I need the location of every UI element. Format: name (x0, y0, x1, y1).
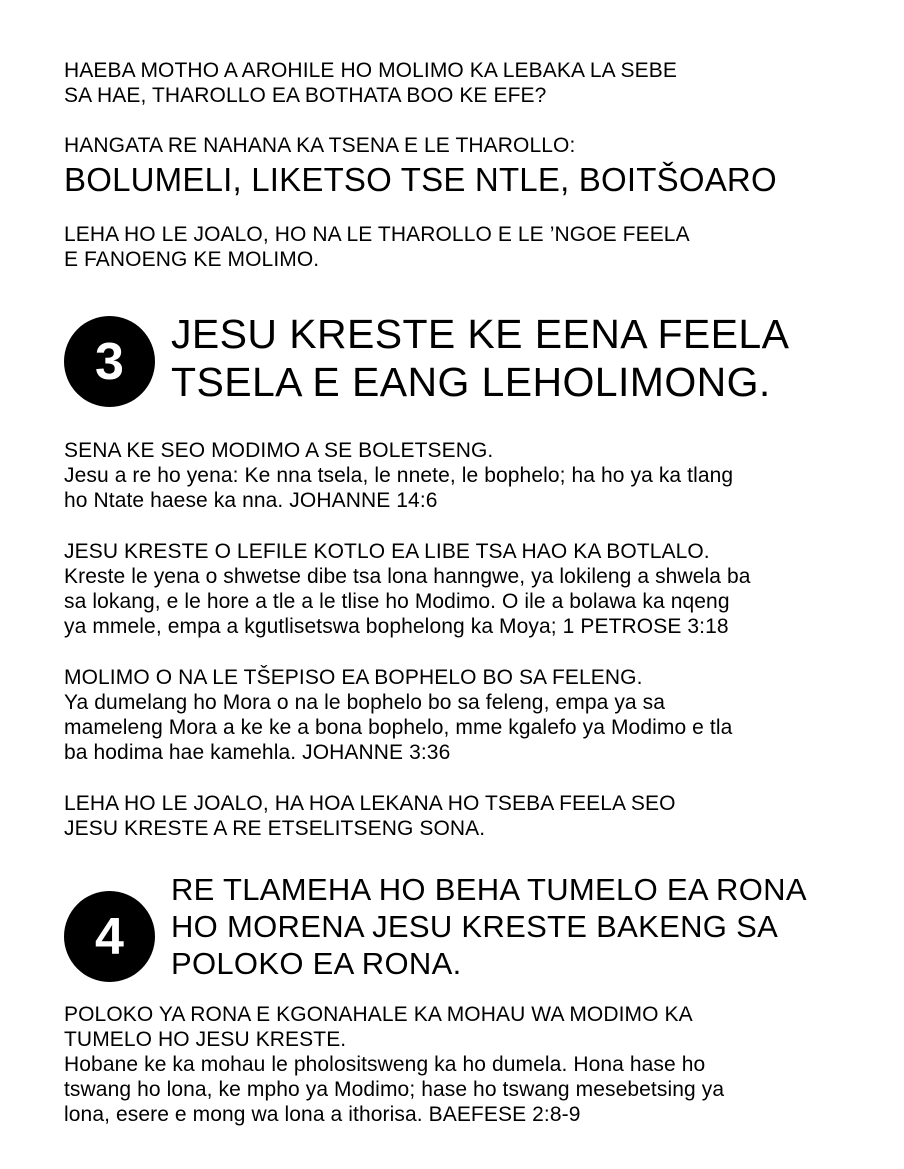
point-3 (64, 310, 844, 406)
point-3-paragraph (64, 791, 844, 841)
text-line: POLOKO YA RONA E KGONAHALE KA MOHAU WA MODIMO KA (64, 1003, 693, 1026)
text-line: Hobane ke ka mohau le pholositsweng ka ho dumela. Hona hase ho (64, 1053, 706, 1076)
title-line: RE TLAMEHA HO BEHA TUMELO EA RONA (171, 872, 807, 907)
text-line: ya mmele, empa a kgutlisetswa bophelong ka Moya; 1 PETROSE 3:18 (64, 615, 729, 638)
text-line: JESU KRESTE A RE ETSELITSENG SONA. (64, 817, 486, 840)
title-line: TSELA E EANG LEHOLIMONG. (171, 359, 771, 405)
tract-page (64, 58, 844, 1127)
title-line: JESU KRESTE KE EENA FEELA (171, 311, 790, 357)
text-line: SA HAE, THAROLLO EA BOTHATA BOO KE EFE? (64, 84, 547, 107)
text-line: SENA KE SEO MODIMO A SE BOLETSENG. (64, 439, 494, 462)
text-line: ba hodima hae kamehla. JOHANNE 3:36 (64, 741, 451, 764)
point-number-badge: 3 (64, 316, 155, 407)
intro-common-thought: HANGATA RE NAHANA KA TSENA E LE THAROLLO: (64, 134, 576, 157)
point-3-paragraph (64, 539, 844, 639)
point-4-paragraph (64, 1002, 844, 1127)
text-line: Jesu a re ho yena: Ke nna tsela, le nnete, le bophelo; ha ho ya ka tlang (64, 464, 734, 487)
intro-however (64, 222, 844, 272)
text-line: HAEBA MOTHO A AROHILE HO MOLIMO KA LEBAKA LA SEBE (64, 59, 677, 82)
text-line: LEHA HO LE JOALO, HO NA LE THAROLLO E LE ’NGOE FEELA (64, 223, 690, 246)
text-line: mameleng Mora a ke ke a bona bophelo, mme kgalefo ya Modimo e tla (64, 716, 733, 739)
intro-answers-heading: BOLUMELI, LIKETSO TSE NTLE, BOITŠOARO (64, 161, 777, 198)
point-3-title (171, 310, 844, 406)
point-4 (64, 871, 844, 982)
title-line: POLOKO EA RONA. (171, 946, 462, 981)
point-4-title (171, 871, 844, 982)
text-line: lona, esere e mong wa lona a ithorisa. BAEFESE 2:8-9 (64, 1103, 581, 1126)
text-line: tswang ho lona, ke mpho ya Modimo; hase ho tswang mesebetsing ya (64, 1078, 725, 1101)
text-line: JESU KRESTE O LEFILE KOTLO EA LIBE TSA HAO KA BOTLALO. (64, 540, 710, 563)
intro-question (64, 58, 844, 108)
point-3-paragraph (64, 438, 844, 513)
text-line: sa lokang, e le hore a tle a le tlise ho Modimo. O ile a bolawa ka nqeng (64, 590, 730, 613)
text-line: LEHA HO LE JOALO, HA HOA LEKANA HO TSEBA FEELA SEO (64, 792, 676, 815)
point-number-badge: 4 (64, 891, 155, 982)
text-line: ho Ntate haese ka nna. JOHANNE 14:6 (64, 489, 438, 512)
text-line: TUMELO HO JESU KRESTE. (64, 1028, 347, 1051)
text-line: E FANOENG KE MOLIMO. (64, 248, 320, 271)
point-3-paragraph (64, 665, 844, 765)
text-line: MOLIMO O NA LE TŠEPISO EA BOPHELO BO SA FELENG. (64, 666, 643, 689)
title-line: HO MORENA JESU KRESTE BAKENG SA (171, 909, 779, 944)
text-line: Kreste le yena o shwetse dibe tsa lona hanngwe, ya lokileng a shwela ba (64, 565, 751, 588)
text-line: Ya dumelang ho Mora o na le bophelo bo sa feleng, empa ya sa (64, 691, 666, 714)
